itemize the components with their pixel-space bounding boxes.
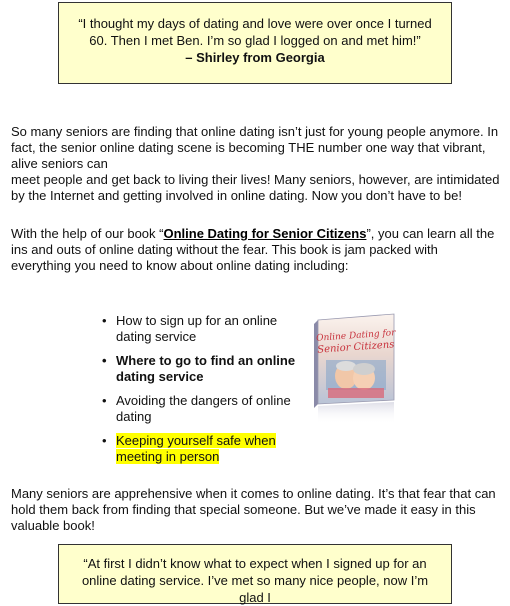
feature-text: Avoiding the dangers of online dating — [116, 393, 291, 424]
book-cover-image — [308, 310, 400, 430]
book-title-link[interactable]: Online Dating for Senior Citizens — [163, 226, 367, 241]
testimonial-text: “I thought my days of dating and love were over once I turned 60. Then I met Ben. I’m so glad I logged on and met him!” — [78, 16, 432, 48]
bullet-icon: • — [102, 313, 107, 328]
feature-text: How to sign up for an online dating service — [116, 313, 278, 344]
bullet-icon: • — [102, 353, 107, 368]
testimonial-box-top — [58, 2, 452, 84]
book-cover-graphic — [308, 310, 400, 430]
intro-text-line2: meet people and get back to living their lives! Many seniors, however, are intimidated by the Internet and getting involved in online dating. Now you don’t have to be! — [11, 172, 500, 203]
intro-text-line1: So many seniors are finding that online dating isn’t just for young people anymore. In fact, the senior online dating scene is becoming THE number one way that vibrant, alive seniors can — [11, 124, 499, 171]
testimonial-box-bottom — [58, 544, 452, 604]
book-photo-clothes — [328, 388, 384, 398]
book-photo-hair-2 — [353, 363, 375, 375]
book-reflection — [318, 402, 394, 424]
book-intro-suffix: ”, you can learn all the ins and outs of online dating without the fear. This book is jam packed with everything you need to know about online dating including: — [11, 226, 495, 273]
testimonial-author: – Shirley from Georgia — [185, 50, 325, 65]
intro-paragraph — [11, 124, 501, 204]
list-item — [98, 353, 306, 385]
book-photo-hair — [336, 361, 356, 371]
list-item — [98, 433, 306, 465]
book-title-line2: Senior Citizens — [316, 339, 395, 356]
closing-paragraph: Many seniors are apprehensive when it comes to online dating. It’s that fear that can hold them back from finding that special someone. But we’ve made it easy in this valuable book! — [11, 486, 496, 533]
book-intro-paragraph — [11, 226, 501, 274]
testimonial-text: “At first I didn’t know what to expect when I signed up for an online dating service. I’ve met so many nice people, now I’m glad I — [81, 556, 429, 605]
feature-text-highlighted: Keeping yourself safe when meeting in person — [116, 433, 276, 464]
book-title-line1: Online Dating for — [315, 328, 396, 344]
bullet-icon: • — [102, 393, 107, 408]
list-item — [98, 313, 306, 345]
feature-list — [98, 313, 306, 473]
list-item — [98, 393, 306, 425]
feature-text: Where to go to find an online dating service — [116, 353, 296, 384]
book-intro-prefix: With the help of our book “ — [11, 226, 164, 241]
bullet-icon: • — [102, 433, 107, 448]
